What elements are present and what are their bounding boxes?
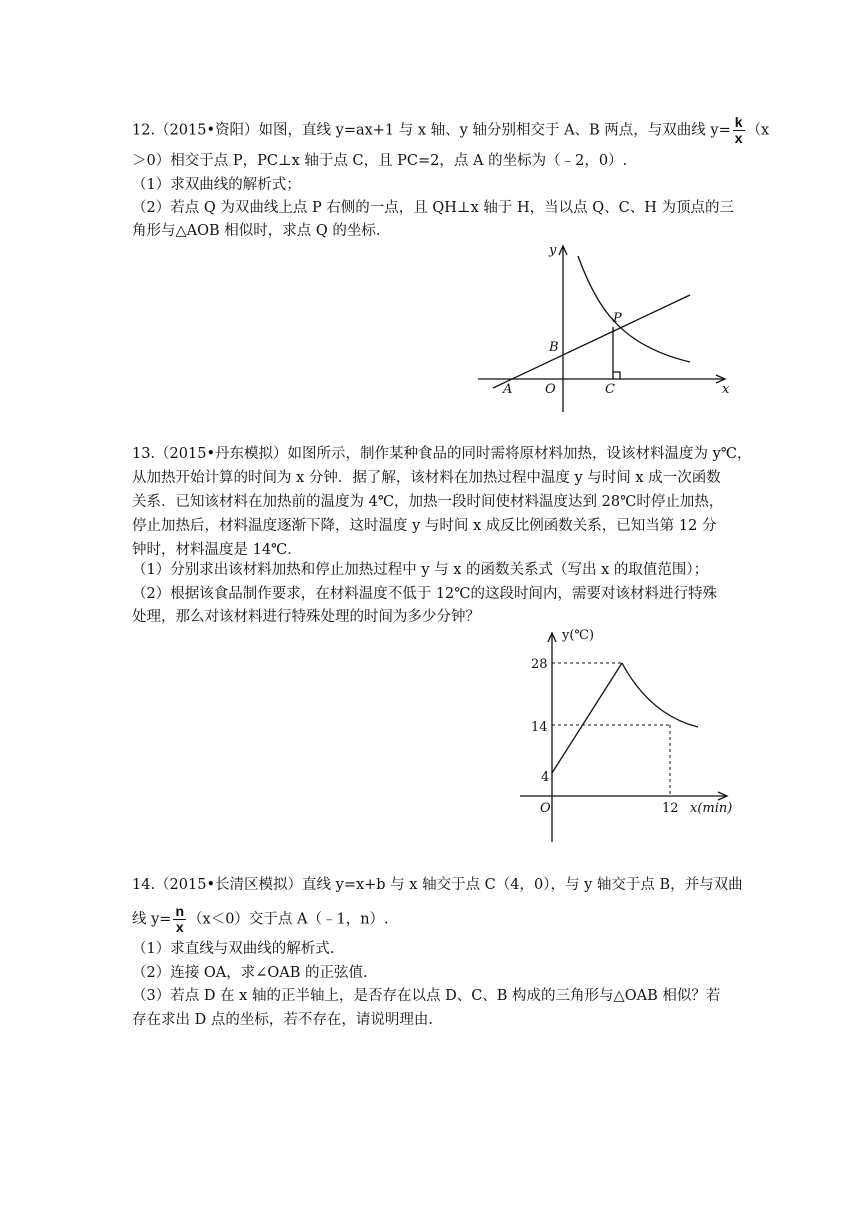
q13-subquestion-2: （2）根据该食品制作要求，在材料温度不低于 12℃的这段时间内，需要对该材料进行特殊 xyxy=(132,586,718,602)
q13-line-3: 关系．已知该材料在加热前的温度为 4℃，加热一段时间使材料温度达到 28℃时停止加热， xyxy=(132,494,724,510)
q13-tick-12: 12 xyxy=(662,801,679,816)
q13-line-8: 处理，那么对该材料进行特殊处理的时间为多少分钟？ xyxy=(132,609,480,625)
q12-label-p: P xyxy=(613,311,622,326)
q12-line-5: 角形与△AOB 相似时，求点 Q 的坐标. xyxy=(132,223,381,239)
q12-line-2: ＞0）相交于点 P，PC⊥x 轴于点 C，且 PC=2，点 A 的坐标为（﹣2，0）. xyxy=(132,153,628,169)
q14-line-6: 存在求出 D 点的坐标，若不存在，请说明理由. xyxy=(132,1012,433,1028)
q13-tick-o: O xyxy=(540,801,551,816)
q13-label-x: x(min) xyxy=(690,801,733,816)
q13-subquestion-1: （1）分别求出该材料加热和停止加热过程中 y 与 x 的函数关系式（写出 x 的取值范围）； xyxy=(132,562,709,578)
q14-subquestion-3: （3）若点 D 在 x 轴的正半轴上，是否存在以点 D、C、B 构成的三角形与△OAB 相似？若 xyxy=(132,988,721,1004)
q13-tick-14: 14 xyxy=(531,720,548,735)
q12-label-y: y xyxy=(549,243,557,258)
q13-tick-4: 4 xyxy=(541,770,550,785)
q12-label-o: O xyxy=(545,382,556,397)
q14-line-1: 14.（2015•长清区模拟）直线 y=x+b 与 x 轴交于点 C（4，0），与 y 轴交于点 B，并与双曲 xyxy=(132,877,743,893)
q14-line-2: 线 y= $\frac{n}{x}$ （x＜0）交于点 A（﹣1，n）. xyxy=(132,903,389,935)
q13-line-2: 从加热开始计算的时间为 x 分钟．据了解，该材料在加热过程中温度 y 与时间 x 成一次函数 xyxy=(132,470,721,486)
q13-cooling-curve xyxy=(622,663,698,727)
q13-line-5: 钟时，材料温度是 14℃． xyxy=(132,542,302,558)
q14-fraction-n-over-x: $\frac{n}{x}$ xyxy=(175,903,185,935)
q13-line-1: 13.（2015•丹东模拟）如图所示，制作某种食品的同时需将原材料加热，设该材料温度为 y℃， xyxy=(132,446,752,462)
q12-label-c: C xyxy=(605,382,615,397)
q13-heating-line xyxy=(552,663,622,773)
q12-fraction-k-over-x: $\frac{k}{x}$ xyxy=(734,114,743,146)
q12-label-x: x xyxy=(722,382,730,397)
q13-label-y: y(℃) xyxy=(562,628,595,643)
q14-subquestion-1: （1）求直线与双曲线的解析式. xyxy=(132,941,335,957)
q12-line-1: 12.（2015•资阳）如图，直线 y=ax+1 与 x 轴、y 轴分别相交于 A、B 两点，与双曲线 y= $\frac{k}{x}$ （x xyxy=(132,114,770,146)
q14-subquestion-2: （2）连接 OA，求∠OAB 的正弦值. xyxy=(132,965,368,981)
q13-tick-28: 28 xyxy=(531,657,548,672)
q12-label-a: A xyxy=(503,382,513,397)
q12-subquestion-1: （1）求双曲线的解析式； xyxy=(132,177,301,193)
q12-label-b: B xyxy=(549,340,559,355)
q12-subquestion-2: （2）若点 Q 为双曲线上点 P 右侧的一点，且 QH⊥x 轴于 H，当以点 Q、C、H 为顶点的三 xyxy=(132,200,734,216)
q13-line-4: 停止加热后，材料温度逐渐下降，这时温度 y 与时间 x 成反比例函数关系，已知当第 12 分 xyxy=(132,518,717,534)
